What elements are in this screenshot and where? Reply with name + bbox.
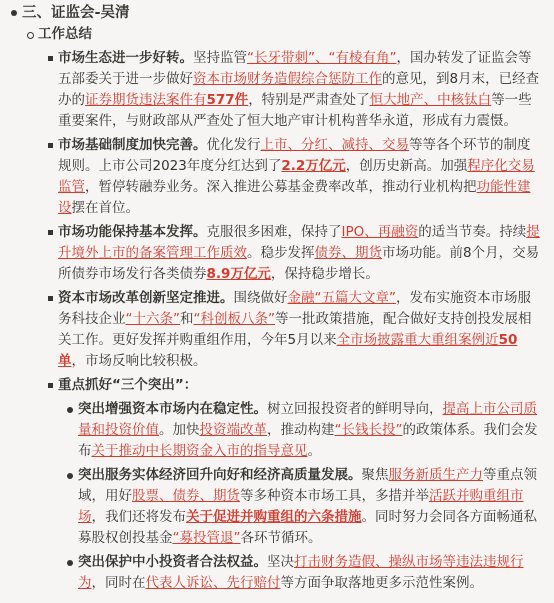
text-span: 的适当节奏。持续	[418, 224, 527, 240]
highlight-link[interactable]: 活跃并购重组市场	[78, 488, 524, 525]
text-span: 。同时努力会同各方面畅通私募股权创投基金	[78, 509, 537, 546]
highlight-number[interactable]: 577件	[206, 92, 249, 108]
text-span: 等重点领域，用好	[78, 467, 537, 504]
bullet-icon	[42, 222, 58, 235]
bullet-icon	[22, 24, 38, 39]
highlight-number[interactable]: 50单	[58, 332, 518, 369]
bullet-icon	[62, 399, 78, 413]
text-span: ，推动构建	[267, 422, 335, 438]
text-span: 。加快	[159, 422, 200, 438]
text-span: 等多种资本市场工具，多措并举	[240, 488, 429, 504]
list-item-text	[58, 48, 542, 132]
item-lead: 市场功能保持基本发挥。	[58, 224, 207, 240]
highlight-link[interactable]: 债券、期货	[314, 245, 382, 261]
item-lead: 市场生态进一步好转。	[58, 50, 193, 66]
highlight-link[interactable]: “募投管退”	[172, 530, 241, 546]
item-lead: 突出服务实体经济回升向好和经济高质量发展。	[78, 467, 362, 483]
text-span: 摆在首位。	[71, 200, 139, 216]
text-span: 树立回报投资者的鲜明导向，	[267, 401, 443, 417]
text-span: 各环节循环。	[240, 530, 322, 546]
text-span: 等方面争取落地更多示范性案例。	[280, 575, 483, 591]
highlight-number[interactable]: 2.2万亿元	[281, 158, 346, 174]
text-span: 等一批政策措施，配合做好支持创投发展相关工作。更好发挥并购重组作用，今年5月以来	[58, 311, 532, 348]
highlight-link[interactable]: “长钱长投”	[334, 422, 403, 438]
bullet-icon	[42, 48, 58, 61]
highlight-link[interactable]: 提升境外上市的备案管理工作质效	[58, 224, 540, 261]
text-span: ，保持稳步增长。	[270, 266, 379, 282]
text-span: 市场功能。前8个月，交易所债券市场发行各类债券	[58, 245, 540, 282]
text-span: ，暂停转融券业务。深入推进公募基金费率改革，推动行业机构把	[85, 179, 477, 195]
list-item-text	[58, 288, 542, 372]
item-lead: 突出保护中小投资者合法权益。	[78, 554, 267, 570]
text-span: ，市场反响比较积极。	[71, 353, 207, 369]
bullet-icon	[62, 552, 78, 566]
highlight-link[interactable]: 投资端改革	[199, 422, 267, 438]
item-lead: 资本市场改革创新坚定推进。	[58, 290, 234, 306]
bullet-icon	[42, 288, 58, 301]
highlight-link[interactable]: IPO、再融资	[341, 224, 419, 240]
highlight-link[interactable]: 代表人诉讼、先行赔付	[145, 575, 281, 591]
text-span: 。	[307, 443, 321, 459]
highlight-link[interactable]: 金融“五篇大文章”	[287, 290, 396, 306]
focus-item-text	[78, 465, 542, 549]
text-span: 坚决	[267, 554, 294, 570]
focus-item-text	[78, 399, 542, 462]
highlight-link[interactable]: 打击财务造假、操纵市场等违法违规行为	[78, 554, 524, 591]
highlight-link[interactable]: 上市、分红、减持、交易	[260, 137, 409, 153]
text-span: 等一些重要案件，与财政部从严查处了恒大地产审计机构普华永道，形成有力震慑。	[58, 92, 532, 129]
text-span: ，我们还将发布	[91, 509, 186, 525]
text-span: 围绕做好	[233, 290, 288, 306]
list-item	[42, 288, 542, 372]
focus-item	[62, 465, 542, 549]
summary-title: 工作总结	[38, 26, 92, 42]
item-lead: 市场基础制度加快完善。	[58, 137, 207, 153]
section-title: 三、证监会-吴清	[22, 4, 130, 21]
list-item-text	[58, 222, 542, 285]
focus-title: 重点抓好“三个突出”：	[58, 377, 198, 393]
highlight-link[interactable]: 证券期货违法案件有	[85, 92, 207, 108]
list-item	[42, 222, 542, 285]
focus-item-text	[78, 552, 542, 594]
highlight-link[interactable]: 关于促进并购重组的六条措施	[186, 509, 362, 525]
highlight-link[interactable]: “长牙带刺”、“有棱有角”	[247, 50, 397, 66]
highlight-link[interactable]: 股票、债券、期货	[132, 488, 240, 504]
highlight-link[interactable]: 恒大地产、中核钛白	[369, 92, 492, 108]
list-item-text	[58, 135, 542, 219]
highlight-link[interactable]: 全市场披露重大重组案例近	[336, 332, 499, 348]
bullet-icon	[6, 10, 22, 16]
item-lead: 突出增强资本市场内在稳定性。	[78, 401, 267, 417]
highlight-link[interactable]: 关于推动中长期资金入市的指导意见	[91, 443, 308, 459]
text-span: 克服很多困难，保持了	[206, 224, 342, 240]
text-span: 坚持监管	[193, 50, 247, 66]
list-item	[42, 135, 542, 219]
highlight-link[interactable]: 程序化交易监管	[58, 158, 535, 195]
text-span: 。稳步发挥	[247, 245, 315, 261]
highlight-link[interactable]: 资本市场财务造假综合惩防工作	[193, 71, 382, 87]
highlight-link[interactable]: 提高上市公司质量和投资价值	[78, 401, 537, 438]
text-span: ，发布实施资本市场服务科技企业	[58, 290, 531, 327]
highlight-link[interactable]: “十六条”	[125, 311, 180, 327]
text-span: 等等各个环节的制度规则。上市公司2023年度分红达到了	[58, 137, 531, 174]
highlight-link[interactable]: 服务新质生产力	[388, 467, 483, 483]
summary-heading	[22, 24, 542, 45]
text-span: 优化发行	[206, 137, 261, 153]
bullet-icon	[42, 135, 58, 148]
text-span: 和	[180, 311, 194, 327]
bullet-icon	[42, 375, 58, 388]
highlight-link[interactable]: “科创板八条”	[193, 311, 275, 327]
text-span: 的意见，到8月末，已经查办的	[58, 71, 540, 108]
highlight-number[interactable]: 8.9万亿元	[206, 266, 271, 282]
highlight-link[interactable]: 功能性建设	[58, 179, 531, 216]
text-span: ，同时在	[91, 575, 146, 591]
focus-heading	[42, 375, 542, 396]
section-heading	[6, 2, 542, 24]
text-span: ，创历史新高。加强	[345, 158, 468, 174]
focus-item	[62, 552, 542, 594]
text-span: 聚焦	[361, 467, 389, 483]
text-span: 的政策体系。我们会发布	[78, 422, 538, 459]
focus-item	[62, 399, 542, 462]
bullet-icon	[62, 465, 78, 479]
text-span: ，国办转发了证监会等五部委关于进一步做好	[58, 50, 532, 87]
text-span: ，特别是严肃查处了	[248, 92, 370, 108]
list-item	[42, 48, 542, 132]
